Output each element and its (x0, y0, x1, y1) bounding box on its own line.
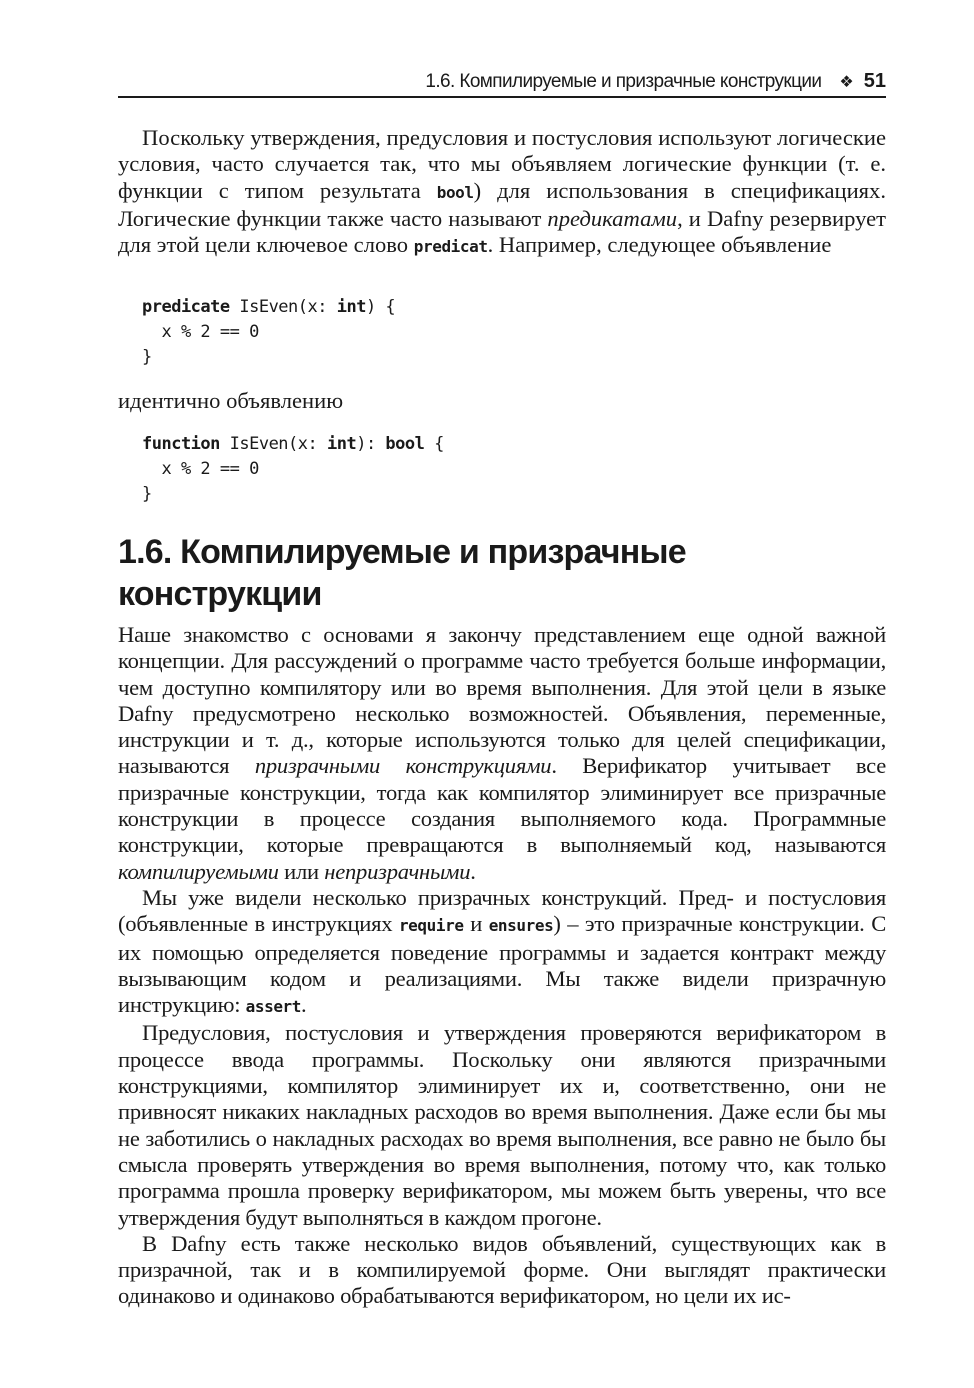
inline-code-bool: bool (436, 182, 474, 202)
code-text: ) { (365, 297, 396, 317)
term-ghost-constructs: призрачными конструкциями (254, 753, 552, 779)
text-run: Наше знакомство с основами я закончу представлением еще одной важной концепции. Для рассуждений о программе часто требуется больше информации, чем доступно компилятору или во время выполнения. Для этой цели в языке Dafny предусмотрено несколько возможностей. Объявления, переменные, инструкции и т. д., которые используются только для целей спецификации, называются (118, 622, 886, 779)
section-paragraph-2 (118, 885, 886, 1020)
between-paragraph-block (118, 388, 886, 414)
term-compiled: компилируемыми (118, 858, 279, 884)
code-keyword: function (142, 434, 220, 454)
ornament-icon: ❖ (839, 74, 854, 91)
section-paragraph-1 (118, 622, 886, 885)
text-run: ) для использования в спецификациях. Логические функции также часто называют (118, 177, 887, 231)
term-predicates: предикатами (547, 205, 678, 231)
code-body: x % 2 == 0 (142, 459, 259, 479)
text-run: Поскольку утверждения, предусловия и постусловия используют логические условия, часто случается так, что мы объявляем логические функции (т. е. функции с типом результата (118, 125, 886, 203)
code-text: IsEven(x: (229, 297, 337, 317)
code-type: int (336, 297, 366, 317)
text-run: ) – это призрачные конструкции. С их помощью определяется поведение программы и задается контракт между вызывающим кодом и реализациями. Мы также видели призрачную инструкцию: (118, 911, 887, 1018)
text-run: , и Dafny резервирует для этой цели ключевое слово (118, 205, 886, 258)
running-head-title: 1.6. Компилируемые и призрачные конструкции (425, 71, 822, 92)
code-text: IsEven(x: (219, 434, 327, 454)
running-head (118, 66, 886, 98)
code-type: int (326, 434, 357, 454)
inline-code-assert: assert (245, 997, 302, 1017)
code-text: ): (356, 434, 386, 454)
between-paragraph: идентично объявлению (118, 388, 344, 413)
text-run: . Верификатор учитывает все призрачные конструкции, тогда как компилятор элиминирует все призрачные конструкции в процессе создания выполняемого кода. Программные конструкции, которые превращаются в выполняемый код, называются (118, 753, 886, 858)
inline-code-require: require (398, 916, 464, 936)
inline-code-ensures: ensures (488, 916, 554, 936)
text-run: Мы уже видели несколько призрачных конструкций. Пред- и постусловия (объявленные в инструкциях (118, 884, 886, 937)
code-close: } (142, 347, 152, 367)
text-run: . (470, 858, 476, 884)
code-block-predicate (142, 295, 395, 370)
text-run: . (301, 992, 307, 1018)
section-paragraph-3: Предусловия, постусловия и утверждения проверяются верификатором в процессе ввода программы. Поскольку они являются призрачными конструкциями, компилятор элиминирует их и, соответственно, они не привносят никаких накладных расходов во время выполнения. Даже если бы мы не заботились о накладных расходах во время выполнения, все равно не было бы смысла проверять утверждения во время выполнения, потому что, как только программа прошла проверку верификатором, мы можем быть уверены, что все утверждения будут выполняться в каждом прогоне. (118, 1020, 886, 1230)
intro-paragraph-block (118, 125, 886, 260)
inline-code-predicat: predicat (413, 237, 488, 257)
section-body (118, 622, 886, 1310)
section-heading: 1.6. Компилируемые и призрачные конструкции (118, 533, 686, 613)
code-close: } (142, 484, 152, 504)
text-run: . Например, следующее объявление (487, 232, 832, 258)
code-text: { (424, 434, 444, 454)
text-run: и (463, 911, 489, 937)
code-return-type: bool (385, 434, 425, 454)
code-body: x % 2 == 0 (142, 322, 259, 342)
intro-paragraph (118, 125, 886, 260)
section-paragraph-4: В Dafny есть также несколько видов объявлений, существующих как в призрачной, так и в компилируемой форме. Они выглядят практически одинаково и одинаково обрабатываются верификатором, но цели их ис- (118, 1230, 886, 1309)
code-keyword: predicate (142, 297, 230, 317)
page-number: 51 (863, 70, 886, 92)
code-block-function (142, 432, 444, 507)
text-run: или (278, 858, 325, 884)
term-non-ghost: непризрачными (324, 858, 471, 884)
